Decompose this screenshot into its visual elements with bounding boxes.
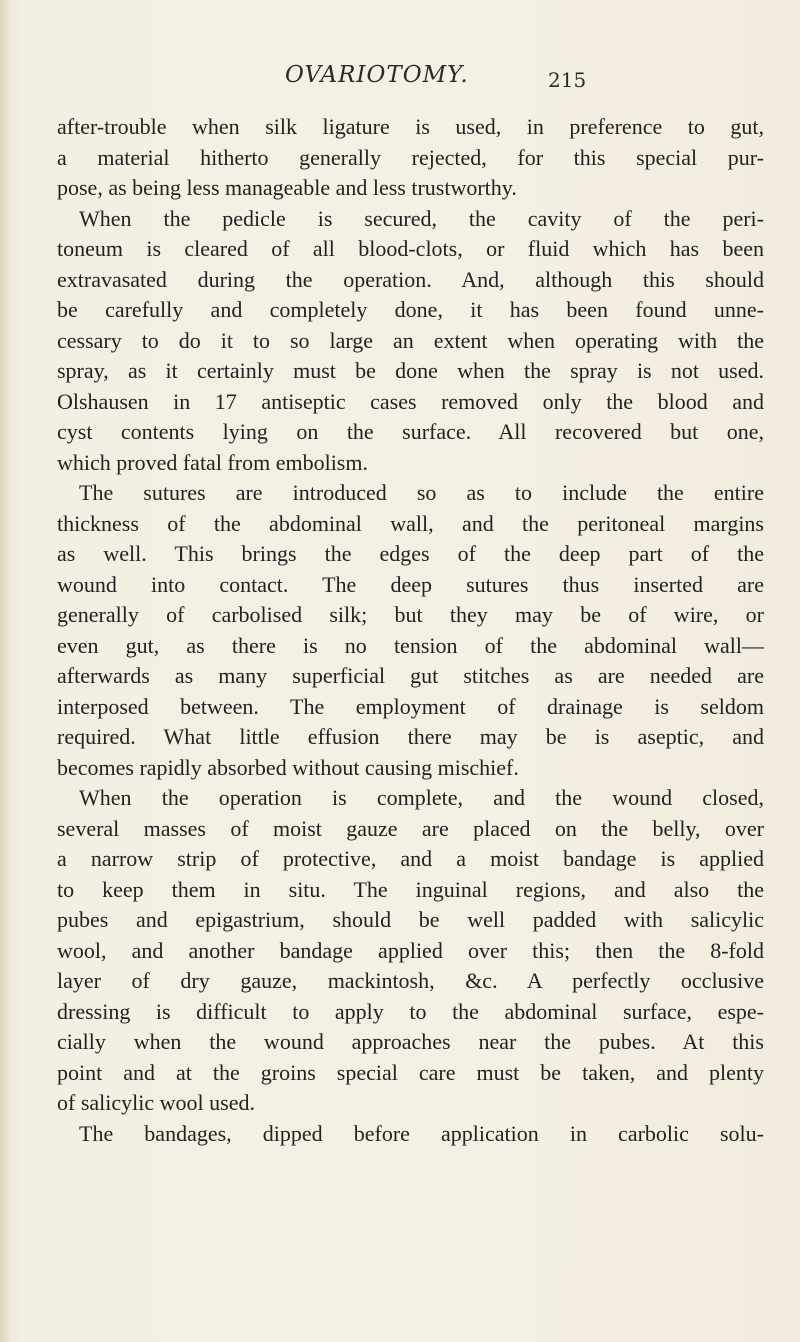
page-header — [0, 60, 800, 96]
text-line: wool, and another bandage applied over this; then the 8-fold — [57, 937, 764, 963]
text-line: afterwards as many superficial gut stitches as are needed are — [57, 663, 764, 688]
text-line: When the pedicle is secured, the cavity of the peri- — [79, 205, 764, 231]
text-line: to keep them in situ. The inguinal regions, and also the — [57, 876, 764, 902]
page-binding-edge — [0, 0, 10, 1342]
text-line: thickness of the abdominal wall, and the peritoneal margins — [57, 510, 764, 536]
text-line: required. What little effusion there may be is aseptic, and — [57, 724, 764, 749]
text-line: The bandages, dipped before application in carbolic solu- — [79, 1120, 764, 1146]
text-line: as well. This brings the edges of the deep part of the — [57, 541, 764, 566]
text-line: spray, as it certainly must be done when the spray is not used. — [57, 358, 764, 383]
text-line: dressing is difficult to apply to the abdominal surface, espe- — [57, 998, 764, 1024]
body-text — [57, 112, 764, 1149]
text-line: becomes rapidly absorbed without causing mischief. — [57, 754, 519, 780]
text-line: cyst contents lying on the surface. All recovered but one, — [57, 419, 764, 444]
text-line: several masses of moist gauze are placed on the belly, over — [57, 815, 764, 841]
text-line: even gut, as there is no tension of the abdominal wall— — [57, 632, 764, 658]
text-line: extravasated during the operation. And, although this should — [57, 266, 764, 292]
text-line: layer of dry gauze, mackintosh, &c. A perfectly occlusive — [57, 968, 764, 993]
text-line: When the operation is complete, and the wound closed, — [79, 785, 764, 810]
text-line: a material hitherto generally rejected, for this special pur- — [57, 144, 764, 170]
text-line: interposed between. The employment of drainage is seldom — [57, 693, 764, 719]
text-line: point and at the groins special care must be taken, and plenty — [57, 1059, 764, 1085]
text-line: cessary to do it to so large an extent when operating with the — [57, 327, 764, 353]
page-number: 215 — [548, 68, 587, 92]
text-line: a narrow strip of protective, and a moist bandage is applied — [57, 846, 764, 871]
text-line: which proved fatal from embolism. — [57, 449, 368, 475]
text-line: cially when the wound approaches near the pubes. At this — [57, 1029, 764, 1054]
text-line: toneum is cleared of all blood-clots, or fluid which has been — [57, 236, 764, 261]
running-title: OVARIOTOMY. — [285, 62, 469, 88]
text-line: after-trouble when silk ligature is used, in preference to gut, — [57, 114, 764, 139]
text-line: pubes and epigastrium, should be well padded with salicylic — [57, 907, 764, 932]
text-line: Olshausen in 17 antiseptic cases removed only the blood and — [57, 388, 764, 414]
text-line: pose, as being less manageable and less trustworthy. — [57, 175, 517, 200]
text-line: be carefully and completely done, it has been found unne- — [57, 297, 764, 322]
text-line: wound into contact. The deep sutures thus inserted are — [57, 571, 764, 597]
text-line: The sutures are introduced so as to include the entire — [79, 480, 764, 505]
text-line: of salicylic wool used. — [57, 1090, 255, 1115]
text-line: generally of carbolised silk; but they may be of wire, or — [57, 602, 764, 627]
